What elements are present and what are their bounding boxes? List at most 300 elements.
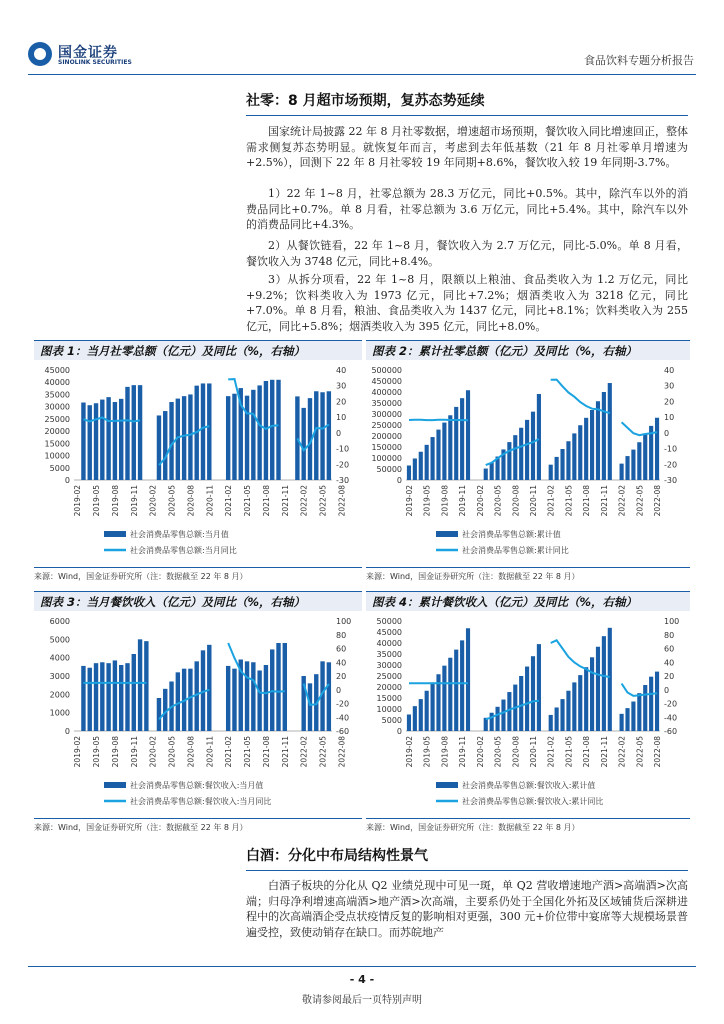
x-tick-label: 2019-08 <box>440 736 450 768</box>
x-tick-label: 2020-05 <box>493 485 503 517</box>
bar <box>643 434 647 480</box>
left-tick-label: 30000 <box>376 661 402 670</box>
header-divider <box>28 74 696 75</box>
section-rule-2 <box>246 870 688 871</box>
right-tick-label: -20 <box>664 460 678 470</box>
company-logo <box>28 40 138 70</box>
x-tick-label: 2021-05 <box>564 736 574 768</box>
left-tick-label: 500000 <box>371 366 402 375</box>
x-tick-label: 2021-11 <box>280 485 290 517</box>
legend-bar-label: 社会消费品零售总额:累计值 <box>462 530 561 539</box>
x-tick-label: 2020-02 <box>475 485 485 517</box>
bar <box>113 402 117 480</box>
bar <box>119 665 123 731</box>
bar <box>257 671 261 732</box>
x-tick-label: 2020-11 <box>529 485 538 517</box>
left-tick-label: 50000 <box>376 617 402 626</box>
right-tick-label: 30 <box>336 381 347 391</box>
bar <box>537 644 541 731</box>
x-tick-label: 2019-11 <box>458 736 468 768</box>
chart-2-source-rule <box>366 567 690 568</box>
left-tick-label: 250000 <box>371 421 402 430</box>
left-tick-label: 2000 <box>49 690 70 700</box>
left-tick-label: 350000 <box>371 399 402 408</box>
x-tick-label: 2022-05 <box>635 736 645 768</box>
bar <box>157 698 161 731</box>
left-tick-label: 300000 <box>371 410 402 419</box>
logo-cn-text: 国金证券 <box>58 45 118 61</box>
right-tick-label: -10 <box>664 444 678 454</box>
right-tick-label: -20 <box>664 699 678 709</box>
paragraph-1: 国家统计局披露 22 年 8 月社零数据，增速超市场预期，餐饮收入同比增速回正，整体需求侧复苏态势明显。就恢复年而言，考虑到去年低基数（21 年 8 月社零单月增速为+2.5%），回测下 22 年 8 月社零较 19 年同期+8.6%，餐饮收入较 19 年同期-3.7%。 <box>246 125 688 170</box>
paragraph-2: 1）22 年 1~8 月，社零总额为 28.3 万亿元，同比+0.5%。其中，除汽车以外的消费品同比+0.7%。单 8 月看，社零总额为 3.6 万亿元，同比+5.4%。其中，除汽车以外的消费品同比+4.3%。 <box>246 187 688 232</box>
x-tick-label: 2020-02 <box>475 736 485 768</box>
x-tick-label: 2020-05 <box>493 736 503 768</box>
right-tick-label: -20 <box>336 460 350 470</box>
x-tick-label: 2019-08 <box>110 485 120 517</box>
bar <box>519 428 523 480</box>
x-tick-label: 2020-02 <box>148 485 158 517</box>
right-tick-label: 30 <box>664 381 675 391</box>
left-tick-label: 20000 <box>376 683 402 692</box>
bar <box>132 385 136 480</box>
x-tick-label: 2022-02 <box>299 485 309 517</box>
paragraph-5: 白酒子板块的分化从 Q2 业绩兑现中可见一斑，单 Q2 营收增速地产酒>高端酒>次高端；归母净利增速高端酒>地产酒>次高端，主要系仍处于全国化外拓及区域铺货后深耕进程中的次高端酒企受点状疫情反复的影响相对更强，300 元+价位带中宴席等大规模场景普遍受控，致使动销存在缺口。而苏皖地产 <box>246 879 688 939</box>
right-tick-label: -30 <box>664 476 678 485</box>
bar <box>100 662 104 731</box>
chart-3-source-rule <box>34 818 362 819</box>
bar <box>578 675 582 731</box>
left-tick-label: 35000 <box>44 390 70 400</box>
bar <box>264 665 268 731</box>
bar <box>157 415 161 480</box>
bar <box>560 449 564 480</box>
x-tick-label: 2020-08 <box>511 736 521 768</box>
left-tick-label: 35000 <box>376 650 402 659</box>
bar <box>419 699 423 731</box>
bar <box>448 658 452 731</box>
bar <box>590 657 594 731</box>
bar <box>144 641 148 731</box>
bar <box>555 707 559 731</box>
right-tick-label: 0 <box>664 685 670 695</box>
bar <box>466 628 470 731</box>
bar <box>566 691 570 731</box>
bar <box>460 398 464 480</box>
chart-3-title-bar <box>34 591 362 611</box>
bar <box>501 700 505 731</box>
bar <box>226 666 230 731</box>
bar <box>525 420 529 480</box>
x-tick-label: 2020-05 <box>167 736 177 768</box>
x-tick-label: 2021-08 <box>582 485 592 517</box>
x-tick-label: 2019-05 <box>422 736 432 768</box>
x-tick-label: 2022-02 <box>299 736 309 768</box>
right-tick-label: 0 <box>336 685 342 695</box>
x-tick-label: 2020-02 <box>148 736 158 768</box>
x-tick-label: 2020-11 <box>529 736 538 768</box>
bar <box>431 437 435 480</box>
left-tick-label: 3000 <box>49 672 70 681</box>
chart-1-title-bar <box>34 340 362 360</box>
x-tick-label: 2019-11 <box>458 485 468 517</box>
x-tick-label: 2022-02 <box>617 736 627 768</box>
x-tick-label: 2020-08 <box>186 485 196 517</box>
bar <box>549 465 553 480</box>
bar <box>578 425 582 480</box>
bar <box>490 713 494 731</box>
chart-1-title: 图表 1：当月社零总额（亿元）及同比（%，右轴） <box>40 344 306 358</box>
x-tick-label: 2019-02 <box>404 485 414 517</box>
right-tick-label: 40 <box>664 366 675 375</box>
bar <box>327 391 331 480</box>
chart-4 <box>366 613 690 816</box>
bar <box>245 661 249 731</box>
bar <box>537 394 541 480</box>
paragraph-4: 3）从拆分项看，22 年 1~8 月，限额以上粮油、食品类收入为 1.2 万亿元，同比+9.2%；饮料类收入为 1973 亿元，同比+7.2%；烟酒类收入为 3218 亿元，同比+7.0%。单 8 月看，粮油、食品类收入为 1437 亿元，同比+8.1%；饮料类收入为 255 亿元，同比+5.8%；烟酒类收入为 395 亿元，同比+8.0%。 <box>246 273 688 333</box>
x-tick-label: 2019-05 <box>422 485 432 517</box>
bar <box>138 385 142 480</box>
bar <box>637 442 641 480</box>
left-tick-label: 0 <box>396 476 402 485</box>
section-title-baijiu: 白酒：分化中布局结构性景气 <box>246 848 428 864</box>
bar <box>407 465 411 480</box>
left-tick-label: 45000 <box>44 366 70 375</box>
bar <box>531 412 535 480</box>
left-tick-label: 5000 <box>49 635 70 645</box>
x-tick-label: 2019-05 <box>92 736 102 768</box>
left-tick-label: 15000 <box>376 694 402 703</box>
left-tick-label: 100000 <box>371 454 402 463</box>
chart-3-source: 来源：Wind，国金证券研究所（注：数据截至 22 年 8 月） <box>34 823 248 832</box>
bar <box>572 682 576 731</box>
bar <box>207 645 211 731</box>
bar <box>308 683 312 731</box>
bar <box>207 383 211 480</box>
x-tick-label: 2020-05 <box>167 485 177 517</box>
page-number: - 4 - <box>349 973 375 986</box>
right-tick-label: 100 <box>664 617 680 626</box>
left-tick-label: 10000 <box>44 451 70 461</box>
bar <box>81 666 85 731</box>
bar <box>442 423 446 480</box>
x-tick-label: 2022-08 <box>337 485 347 517</box>
bar <box>413 706 417 731</box>
bar <box>276 380 280 480</box>
bar <box>602 392 606 480</box>
left-tick-label: 30000 <box>44 402 70 412</box>
bar <box>560 699 564 731</box>
bar <box>182 396 186 480</box>
right-tick-label: 10 <box>336 413 347 423</box>
x-tick-label: 2022-08 <box>653 736 663 768</box>
x-tick-label: 2021-11 <box>599 485 609 517</box>
bar <box>584 418 588 480</box>
bar <box>106 663 110 731</box>
left-tick-label: 20000 <box>44 427 70 437</box>
right-tick-label: 20 <box>336 672 347 681</box>
bar <box>454 407 458 480</box>
report-type: 食品饮料专题分析报告 <box>584 54 694 67</box>
right-tick-label: 40 <box>336 366 347 375</box>
legend-bar-swatch <box>436 782 458 788</box>
x-tick-label: 2019-02 <box>73 485 83 517</box>
bar <box>232 394 236 480</box>
x-tick-label: 2021-11 <box>280 736 290 768</box>
bar <box>590 410 594 480</box>
right-tick-label: 60 <box>664 644 675 654</box>
bar <box>425 691 429 731</box>
bar <box>655 672 659 731</box>
bar <box>525 667 529 731</box>
bar <box>625 708 629 731</box>
bar <box>425 445 429 480</box>
bar <box>88 405 92 480</box>
bar <box>596 647 600 731</box>
bar <box>94 403 98 480</box>
left-tick-label: 5000 <box>381 716 402 725</box>
right-tick-label: 20 <box>664 672 675 681</box>
bar <box>106 397 110 480</box>
right-tick-label: 80 <box>664 630 675 640</box>
bar <box>100 400 104 480</box>
bar <box>566 441 570 480</box>
chart-4-source-rule <box>366 818 690 819</box>
right-tick-label: -40 <box>336 713 350 723</box>
bar <box>132 654 136 731</box>
chart-1-source-rule <box>34 567 362 568</box>
bar <box>436 430 440 480</box>
bar <box>119 399 123 480</box>
legend-line-label: 社会消费品零售总额:餐饮收入:累计同比 <box>462 797 604 806</box>
bar <box>620 714 624 731</box>
bar <box>138 639 142 731</box>
right-tick-label: 40 <box>336 658 347 668</box>
bar <box>245 396 249 480</box>
right-tick-label: -30 <box>336 476 350 485</box>
left-tick-label: 450000 <box>371 377 402 386</box>
x-tick-label: 2020-11 <box>205 485 215 517</box>
x-tick-label: 2019-05 <box>92 485 102 517</box>
bar <box>596 401 600 480</box>
x-tick-label: 2021-08 <box>261 485 271 517</box>
x-tick-label: 2021-08 <box>582 736 592 768</box>
chart-4-title: 图表 4：累计餐饮收入（亿元）及同比（%，右轴） <box>372 595 638 609</box>
x-tick-label: 2021-02 <box>224 736 234 768</box>
bar <box>519 676 523 731</box>
right-tick-label: -10 <box>336 444 350 454</box>
right-tick-label: 0 <box>664 428 670 438</box>
legend-bar-swatch <box>436 531 458 537</box>
bar <box>572 433 576 480</box>
left-tick-label: 6000 <box>49 617 70 626</box>
bar <box>584 667 588 731</box>
chart-3 <box>34 613 362 816</box>
bar <box>201 383 205 480</box>
bar <box>513 435 517 480</box>
legend-bar-swatch <box>104 531 126 537</box>
bar <box>490 463 494 480</box>
x-tick-label: 2021-02 <box>546 736 556 768</box>
x-tick-label: 2022-08 <box>337 736 347 768</box>
right-tick-label: 0 <box>336 428 342 438</box>
x-tick-label: 2019-02 <box>404 736 414 768</box>
bar <box>295 396 299 480</box>
bar <box>113 660 117 731</box>
left-tick-label: 25000 <box>44 414 70 424</box>
bar <box>620 464 624 480</box>
bar <box>602 636 606 731</box>
bar <box>555 457 559 480</box>
bar <box>327 662 331 731</box>
bar <box>276 643 280 731</box>
bar <box>320 392 324 480</box>
bar <box>460 640 464 731</box>
bar <box>163 411 167 480</box>
x-tick-label: 2021-02 <box>224 485 234 517</box>
section-rule <box>246 115 688 116</box>
right-tick-label: -40 <box>664 713 678 723</box>
left-tick-label: 0 <box>64 727 70 736</box>
bar <box>549 715 553 731</box>
bar <box>283 643 287 731</box>
left-tick-label: 200000 <box>371 432 402 441</box>
right-tick-label: -20 <box>336 699 350 709</box>
paragraph-3: 2）从餐饮链看，22 年 1~8 月，餐饮收入为 2.7 万亿元，同比-5.0%。单 8 月看，餐饮收入为 3748 亿元，同比+8.4%。 <box>246 239 688 268</box>
bar <box>226 396 230 480</box>
bar <box>631 702 635 731</box>
bar <box>448 415 452 480</box>
x-tick-label: 2020-11 <box>205 736 215 768</box>
chart-1 <box>34 362 362 565</box>
left-tick-label: 5000 <box>49 463 70 473</box>
left-tick-label: 0 <box>396 727 402 736</box>
left-tick-label: 400000 <box>371 388 402 397</box>
bar <box>407 715 411 732</box>
footer-divider <box>28 966 696 967</box>
right-tick-label: 80 <box>336 630 347 640</box>
left-tick-label: 4000 <box>49 653 70 663</box>
logo-mark-icon <box>28 42 52 66</box>
chart-2 <box>366 362 690 565</box>
bar <box>188 394 192 480</box>
x-tick-label: 2022-05 <box>318 485 328 517</box>
bar <box>495 707 499 731</box>
right-tick-label: -60 <box>336 727 350 736</box>
right-tick-label: 20 <box>336 397 347 407</box>
left-tick-label: 25000 <box>376 672 402 681</box>
chart-4-source: 来源：Wind，国金证券研究所（注：数据截至 22 年 8 月） <box>366 823 580 832</box>
x-tick-label: 2022-08 <box>653 485 663 517</box>
x-tick-label: 2019-08 <box>440 485 450 517</box>
x-tick-label: 2021-02 <box>546 485 556 517</box>
logo-en-text: SINOLINK SECURITIES <box>58 59 132 66</box>
bar <box>176 672 180 731</box>
bar <box>625 456 629 480</box>
left-tick-label: 0 <box>64 476 70 485</box>
x-tick-label: 2021-05 <box>564 485 574 517</box>
x-tick-label: 2021-05 <box>243 485 253 517</box>
bar <box>251 662 255 731</box>
bar <box>125 663 129 731</box>
left-tick-label: 40000 <box>376 639 402 648</box>
bar <box>531 656 535 731</box>
bar <box>270 380 274 480</box>
bar <box>608 383 612 480</box>
bar <box>188 669 192 731</box>
bar <box>232 669 236 731</box>
left-tick-label: 15000 <box>44 439 70 449</box>
x-tick-label: 2021-08 <box>261 736 271 768</box>
legend-line-label: 社会消费品零售总额:当月同比 <box>130 546 237 555</box>
right-tick-label: 40 <box>664 658 675 668</box>
bar <box>413 458 417 480</box>
chart-4-title-bar <box>366 591 690 611</box>
section-title-retail: 社零：8 月超市场预期，复苏态势延续 <box>246 93 485 109</box>
legend-bar-label: 社会消费品零售总额:餐饮收入:当月值 <box>130 781 264 790</box>
bar <box>301 408 305 480</box>
bar <box>649 677 653 731</box>
legend-bar-swatch <box>104 782 126 788</box>
x-tick-label: 2021-05 <box>243 736 253 768</box>
x-tick-label: 2019-02 <box>73 736 83 768</box>
bar <box>314 391 318 480</box>
bar <box>264 381 268 480</box>
right-tick-label: 20 <box>664 397 675 407</box>
x-tick-label: 2020-08 <box>511 485 521 517</box>
bar <box>94 663 98 731</box>
bar <box>125 387 129 480</box>
left-tick-label: 40000 <box>44 378 70 388</box>
left-tick-label: 1000 <box>49 708 70 718</box>
bar <box>169 402 173 480</box>
bar <box>643 685 647 731</box>
legend-bar-label: 社会消费品零售总额:当月值 <box>130 530 229 539</box>
right-tick-label: 10 <box>664 413 675 423</box>
bar <box>431 682 435 731</box>
left-tick-label: 50000 <box>376 465 402 474</box>
bar <box>637 693 641 731</box>
footer-disclaimer: 敬请参阅最后一页特别声明 <box>302 995 422 1006</box>
bar <box>442 666 446 731</box>
bar <box>507 442 511 480</box>
bar <box>608 628 612 731</box>
x-tick-label: 2020-08 <box>186 736 196 768</box>
legend-line-label: 社会消费品零售总额:累计同比 <box>462 546 569 555</box>
x-tick-label: 2021-11 <box>599 736 609 768</box>
right-tick-label: -60 <box>664 727 678 736</box>
left-tick-label: 45000 <box>376 628 402 637</box>
x-tick-label: 2019-11 <box>129 485 139 517</box>
left-tick-label: 10000 <box>376 705 402 714</box>
x-tick-label: 2022-02 <box>617 485 627 517</box>
legend-line-label: 社会消费品零售总额:餐饮收入:当月同比 <box>130 797 272 806</box>
bar <box>466 390 470 480</box>
x-tick-label: 2022-05 <box>635 485 645 517</box>
bar <box>484 469 488 480</box>
bar <box>88 668 92 731</box>
bar <box>507 692 511 731</box>
bar <box>257 385 261 480</box>
x-tick-label: 2022-05 <box>318 736 328 768</box>
bar <box>631 450 635 480</box>
chart-2-title: 图表 2：累计社零总额（亿元）及同比（%，右轴） <box>372 344 638 358</box>
right-tick-label: 100 <box>336 617 352 626</box>
bar <box>251 390 255 480</box>
chart-2-source: 来源：Wind，国金证券研究所（注：数据截至 22 年 8 月） <box>366 572 580 581</box>
legend-bar-label: 社会消费品零售总额:餐饮收入:累计值 <box>462 781 596 790</box>
bar <box>81 403 85 480</box>
